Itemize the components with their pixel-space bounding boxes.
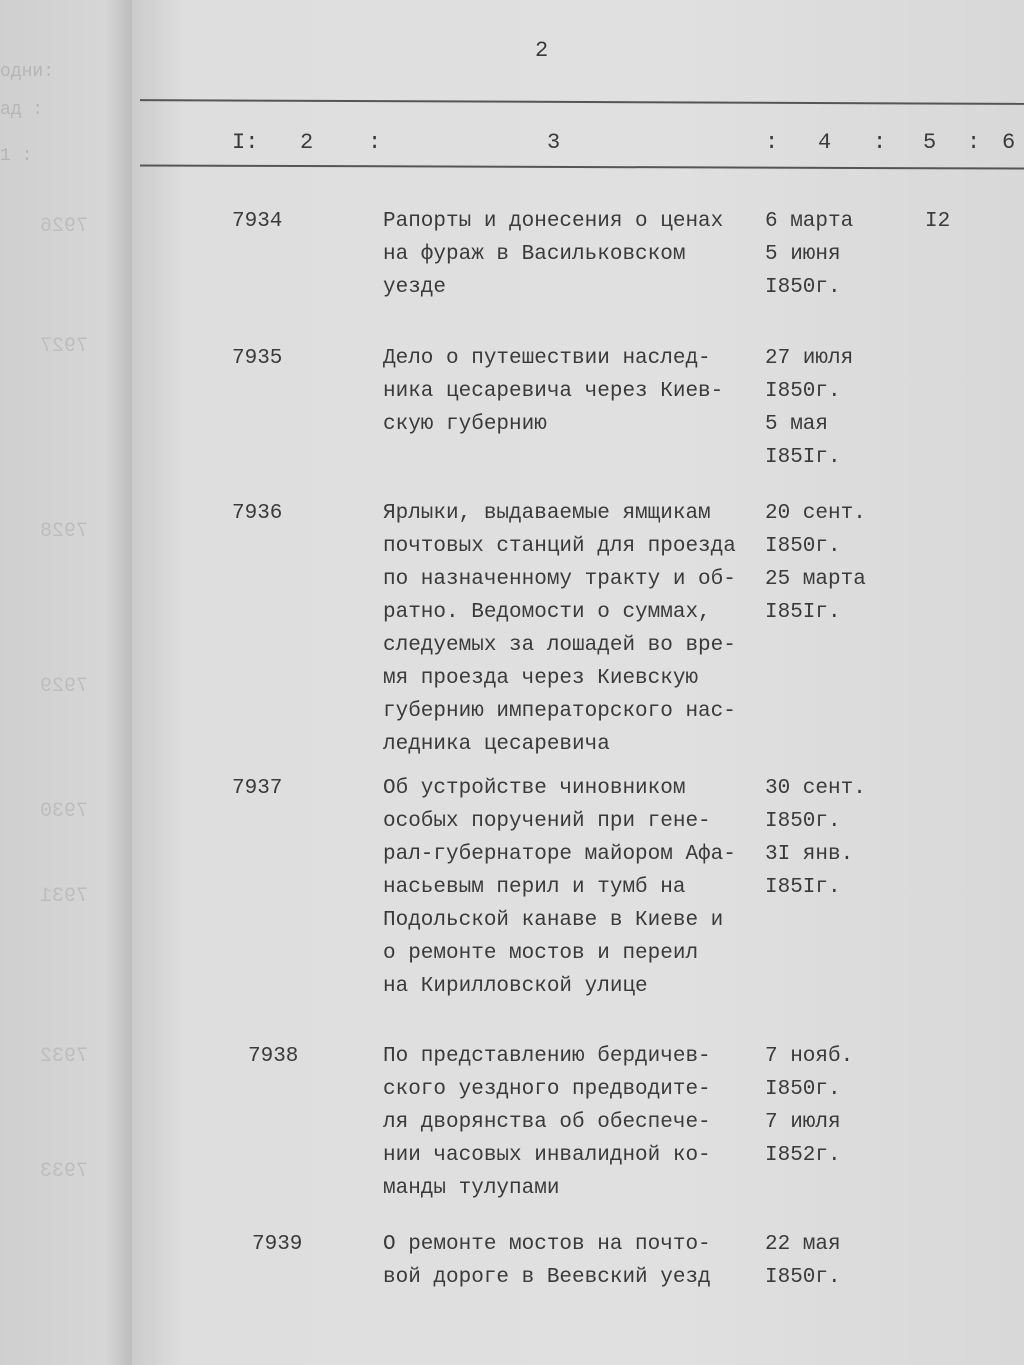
date-line: I850г. — [765, 1078, 841, 1101]
ghost-header: 1 : — [0, 146, 33, 166]
entry-number: 7939 — [252, 1233, 303, 1256]
date-line: I85Iг. — [765, 601, 841, 624]
date-line: 27 июля — [765, 347, 854, 370]
ghost-number: 7930 — [40, 800, 89, 823]
col-separator: : — [368, 130, 382, 155]
date-line: I850г. — [765, 535, 841, 558]
date-line: 25 марта — [765, 568, 866, 591]
entry-description — [383, 342, 723, 441]
col-header: 2 — [300, 130, 314, 155]
date-line: I850г. — [765, 276, 841, 299]
col-header: 4 — [818, 130, 832, 155]
description-line: ника цесаревича через Киев- — [383, 380, 724, 403]
ghost-number: 7929 — [40, 675, 89, 698]
col-header: I: — [232, 130, 259, 155]
description-line: Об устройстве чиновником — [383, 777, 686, 800]
description-line: О ремонте мостов на почто- — [383, 1233, 711, 1256]
col-header: 3 — [547, 130, 561, 155]
date-line: 7 нояб. — [765, 1045, 854, 1068]
col-header: 5 — [923, 130, 937, 155]
description-line: ского уездного предводите- — [383, 1078, 711, 1101]
description-line: манды тулупами — [383, 1177, 560, 1200]
page-number: 2 — [535, 38, 549, 63]
description-line: особых поручений при гене- — [383, 810, 711, 833]
date-line: 3I янв. — [765, 843, 854, 866]
description-line: следуемых за лошадей во вре- — [383, 634, 736, 657]
description-line: ратно. Ведомости о суммах, — [383, 601, 711, 624]
date-line: 5 июня — [765, 243, 841, 266]
date-line: I850г. — [765, 810, 841, 833]
description-line: насьевым перил и тумб на — [383, 876, 686, 899]
adjacent-page-edge — [0, 0, 132, 1365]
ghost-number: 7931 — [40, 885, 89, 908]
entry-description — [383, 1228, 711, 1294]
ghost-number: 7932 — [40, 1045, 89, 1068]
description-line: губернию императорского нас- — [383, 700, 736, 723]
col-separator: : — [967, 130, 981, 155]
entry-dates — [765, 497, 866, 629]
col-separator: : — [873, 130, 887, 155]
entry-number: 7936 — [232, 502, 283, 525]
date-line: I852г. — [765, 1144, 841, 1167]
description-line: на фураж в Васильковском — [383, 243, 686, 266]
entry-dates — [765, 772, 866, 904]
col-header: 6 — [1002, 130, 1016, 155]
ghost-number: 7933 — [40, 1160, 89, 1183]
date-line: 20 сент. — [765, 502, 866, 525]
entry-number: 7938 — [248, 1045, 299, 1068]
date-line: I850г. — [765, 380, 841, 403]
entry-number: 7935 — [232, 347, 283, 370]
description-line: Подольской канаве в Киеве и — [383, 909, 724, 932]
description-line: скую губернию — [383, 413, 547, 436]
date-line: I85Iг. — [765, 446, 841, 469]
description-line: на Кирилловской улице — [383, 975, 648, 998]
description-line: уезде — [383, 276, 447, 299]
entry-number: 7934 — [232, 210, 283, 233]
date-line: 22 мая — [765, 1233, 841, 1256]
description-line: Ярлыки, выдаваемые ямщикам — [383, 502, 711, 525]
description-line: вой дороге в Веевский уезд — [383, 1266, 711, 1289]
date-line: 7 июля — [765, 1111, 841, 1134]
ghost-header: одни: — [0, 62, 55, 82]
date-line: I85Iг. — [765, 876, 841, 899]
ghost-number: 7926 — [40, 215, 89, 238]
entry-description — [383, 772, 736, 1003]
date-line: I850г. — [765, 1266, 841, 1289]
description-line: мя проезда через Киевскую — [383, 667, 699, 690]
description-line: ля дворянства об обеспече- — [383, 1111, 711, 1134]
ghost-number: 7927 — [40, 335, 89, 358]
entry-description — [383, 205, 723, 304]
description-line: ледника цесаревича — [383, 733, 610, 756]
entry-number: 7937 — [232, 777, 283, 800]
description-line: Дело о путешествии наслед- — [383, 347, 711, 370]
description-line: рал-губернаторе майором Афа- — [383, 843, 736, 866]
entry-dates — [765, 205, 853, 304]
description-line: нии часовых инвалидной ко- — [383, 1144, 711, 1167]
entry-description — [383, 497, 736, 761]
sheet-count: I2 — [925, 210, 951, 233]
date-line: 5 мая — [765, 413, 829, 436]
description-line: Рапорты и донесения о ценах — [383, 210, 724, 233]
description-line: По представлению бердичев- — [383, 1045, 711, 1068]
description-line: по назначенному тракту и об- — [383, 568, 736, 591]
description-line: почтовых станций для проезда — [383, 535, 736, 558]
entry-dates — [765, 1040, 853, 1172]
entry-dates — [765, 1228, 841, 1294]
date-line: 6 марта — [765, 210, 854, 233]
ghost-header: ад : — [0, 100, 44, 120]
ghost-number: 7928 — [40, 520, 89, 543]
entry-dates — [765, 342, 853, 474]
col-separator: : — [765, 130, 779, 155]
entry-description — [383, 1040, 711, 1205]
description-line: о ремонте мостов и переил — [383, 942, 699, 965]
date-line: 30 сент. — [765, 777, 866, 800]
